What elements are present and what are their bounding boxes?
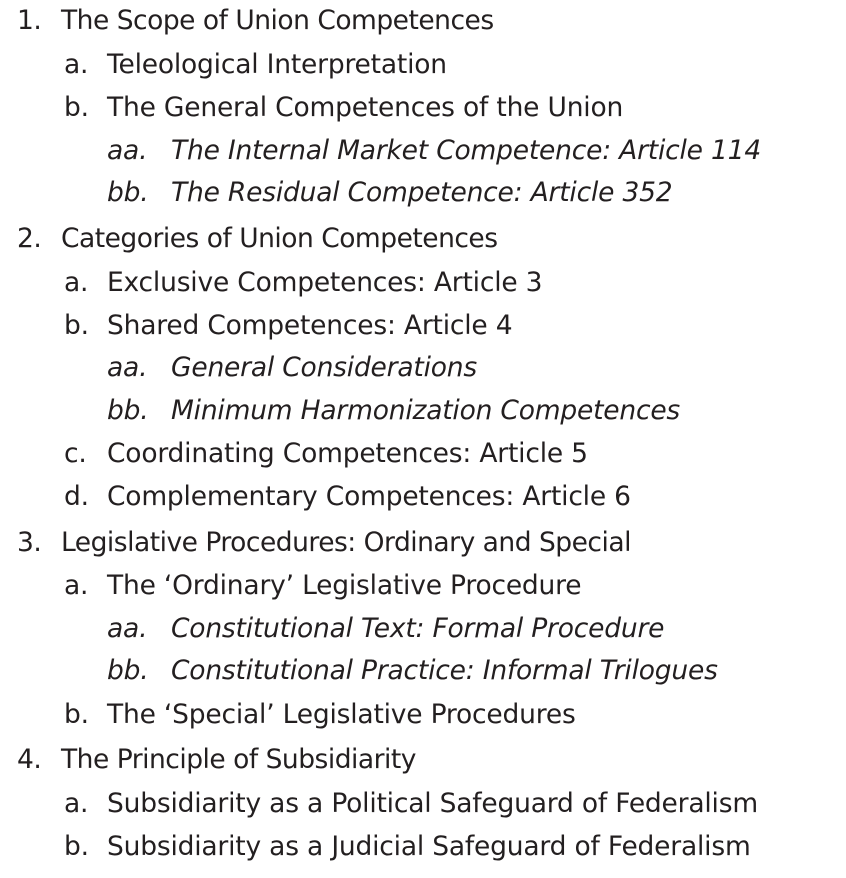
- sub-subsection-title: Minimum Harmonization Competences: [171, 395, 681, 426]
- subsection-letter: b.: [64, 831, 89, 862]
- subsection-letter: d.: [64, 481, 89, 512]
- sub-subsection-letter: bb.: [107, 177, 149, 208]
- subsection-title: Complementary Competences: Article 6: [107, 481, 631, 512]
- subsection-title: Teleological Interpretation: [107, 49, 447, 80]
- subsection-letter: a.: [64, 570, 89, 601]
- section-number: 2.: [17, 223, 42, 254]
- subsection-title: Subsidiarity as a Political Safeguard of Federalism: [107, 788, 758, 819]
- subsection-letter: c.: [64, 438, 87, 469]
- subsection-title: The General Competences of the Union: [107, 92, 624, 123]
- subsection-title: Coordinating Competences: Article 5: [107, 438, 588, 469]
- sub-subsection-title: The Internal Market Competence: Article 114: [171, 135, 761, 166]
- subsection-title: The ‘Ordinary’ Legislative Procedure: [107, 570, 582, 601]
- subsection-title: Subsidiarity as a Judicial Safeguard of Federalism: [107, 831, 751, 862]
- subsection-title: Shared Competences: Article 4: [107, 310, 513, 341]
- sub-subsection-title: Constitutional Practice: Informal Trilogues: [171, 655, 718, 686]
- sub-subsection-letter: aa.: [107, 613, 148, 644]
- section-title: Legislative Procedures: Ordinary and Special: [61, 527, 631, 558]
- sub-subsection-letter: aa.: [107, 135, 148, 166]
- section-number: 4.: [17, 744, 42, 775]
- sub-subsection-letter: aa.: [107, 352, 148, 383]
- subsection-letter: b.: [64, 310, 89, 341]
- section-title: The Principle of Subsidiarity: [61, 744, 416, 775]
- subsection-title: The ‘Special’ Legislative Procedures: [107, 699, 576, 730]
- sub-subsection-letter: bb.: [107, 655, 149, 686]
- sub-subsection-title: Constitutional Text: Formal Procedure: [171, 613, 665, 644]
- subsection-title: Exclusive Competences: Article 3: [107, 267, 543, 298]
- sub-subsection-letter: bb.: [107, 395, 149, 426]
- subsection-letter: a.: [64, 49, 89, 80]
- section-number: 1.: [17, 5, 42, 36]
- subsection-letter: b.: [64, 699, 89, 730]
- section-title: Categories of Union Competences: [61, 223, 498, 254]
- section-number: 3.: [17, 527, 42, 558]
- sub-subsection-title: The Residual Competence: Article 352: [171, 177, 673, 208]
- subsection-letter: a.: [64, 267, 89, 298]
- sub-subsection-title: General Considerations: [171, 352, 477, 383]
- subsection-letter: a.: [64, 788, 89, 819]
- section-title: The Scope of Union Competences: [61, 5, 494, 36]
- subsection-letter: b.: [64, 92, 89, 123]
